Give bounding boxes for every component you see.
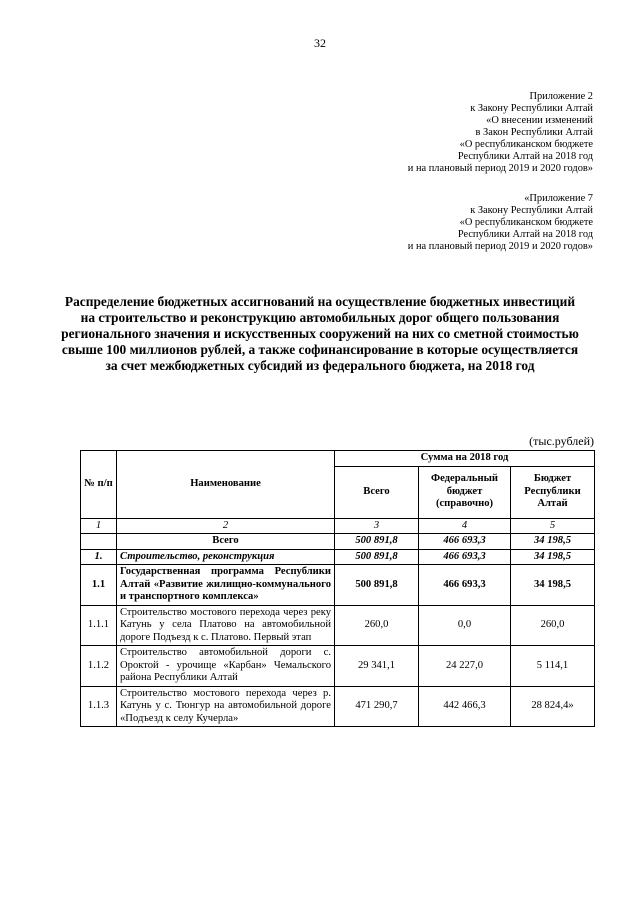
appendix-line: Республики Алтай на 2018 год: [457, 151, 593, 162]
row-name: Строительство мостового перехода через реку Катунь у села Платово на автомобильной дороге Подъезд к с. Платово. Первый этап: [117, 605, 335, 646]
appendix-line: к Закону Республики Алтай: [470, 205, 593, 216]
section-republic: 34 198,5: [511, 549, 595, 565]
row-num: 1.1.3: [81, 686, 117, 727]
header-name: Наименование: [117, 451, 335, 519]
total-federal: 466 693,3: [419, 534, 511, 550]
program-row: [81, 565, 595, 606]
appendix-line: Республики Алтай на 2018 год: [457, 229, 593, 240]
document-title: Распределение бюджетных ассигнований на осуществление бюджетных инвестиций на строительство и реконструкцию автомобильных дорог общего пользования регионального значения и искусственных сооружений на них со сметной стоимостью свыше 100 миллионов рублей, а также софинансирование в которые осуществляется за счет межбюджетных субсидий из федерального бюджета, на 2018 год: [61, 294, 579, 373]
empty-cell: [81, 534, 117, 550]
total-label: Всего: [117, 534, 335, 550]
row-num: 1.1.2: [81, 646, 117, 687]
row-total: 471 290,7: [335, 686, 419, 727]
appendix-line: к Закону Республики Алтай: [470, 103, 593, 114]
program-num: 1.1: [81, 565, 117, 606]
column-number: 2: [117, 518, 335, 534]
row-republic: 28 824,4»: [511, 686, 595, 727]
appendix-line: и на плановый период 2019 и 2020 годов»: [407, 163, 593, 174]
column-numbers-row: [81, 518, 595, 534]
table-row: [81, 646, 595, 687]
row-name: Строительство мостового перехода через р. Катунь у с. Тюнгур на автомобильной дороге «Подъезд к селу Кучерла»: [117, 686, 335, 727]
total-value: 500 891,8: [335, 534, 419, 550]
section-num: 1.: [81, 549, 117, 565]
row-total: 29 341,1: [335, 646, 419, 687]
program-republic: 34 198,5: [511, 565, 595, 606]
appendix-line: Приложение 2: [529, 91, 593, 102]
program-total: 500 891,8: [335, 565, 419, 606]
appendix-line: «О республиканском бюджете: [459, 217, 593, 228]
row-republic: 5 114,1: [511, 646, 595, 687]
row-name: Строительство автомобильной дороги с. Ороктой - урочище «Карбан» Чемальского района Республики Алтай: [117, 646, 335, 687]
header-num: № п/п: [81, 451, 117, 519]
section-row: [81, 549, 595, 565]
column-number: 1: [81, 518, 117, 534]
budget-allocation-table: [80, 450, 595, 727]
row-republic: 260,0: [511, 605, 595, 646]
appendix-line: «О республиканском бюджете: [459, 139, 593, 150]
table-header-row: [81, 451, 595, 467]
section-federal: 466 693,3: [419, 549, 511, 565]
column-number: 3: [335, 518, 419, 534]
program-name: Государственная программа Республики Алтай «Развитие жилищно-коммунального и транспортного комплекса»: [117, 565, 335, 606]
units-label: (тыс.рублей): [529, 434, 594, 448]
column-number: 5: [511, 518, 595, 534]
program-federal: 466 693,3: [419, 565, 511, 606]
row-num: 1.1.1: [81, 605, 117, 646]
header-federal: Федеральный бюджет (справочно): [419, 466, 511, 518]
appendix-line: «О внесении изменений: [486, 115, 593, 126]
row-total: 260,0: [335, 605, 419, 646]
appendix-2-reference: [408, 91, 593, 175]
appendix-line: в Закон Республики Алтай: [475, 127, 593, 138]
header-republic: Бюджет Республики Алтай: [511, 466, 595, 518]
header-sum-group: Сумма на 2018 год: [335, 451, 595, 467]
header-total: Всего: [335, 466, 419, 518]
total-row: [81, 534, 595, 550]
appendix-line: «Приложение 7: [524, 193, 593, 204]
table-row: [81, 605, 595, 646]
row-federal: 0,0: [419, 605, 511, 646]
table-row: [81, 686, 595, 727]
section-name: Строительство, реконструкция: [117, 549, 335, 565]
appendix-line: и на плановый период 2019 и 2020 годов»: [407, 241, 593, 252]
section-total: 500 891,8: [335, 549, 419, 565]
page-number: 32: [314, 36, 326, 50]
appendix-7-reference: [408, 193, 593, 253]
row-federal: 24 227,0: [419, 646, 511, 687]
total-republic: 34 198,5: [511, 534, 595, 550]
row-federal: 442 466,3: [419, 686, 511, 727]
column-number: 4: [419, 518, 511, 534]
